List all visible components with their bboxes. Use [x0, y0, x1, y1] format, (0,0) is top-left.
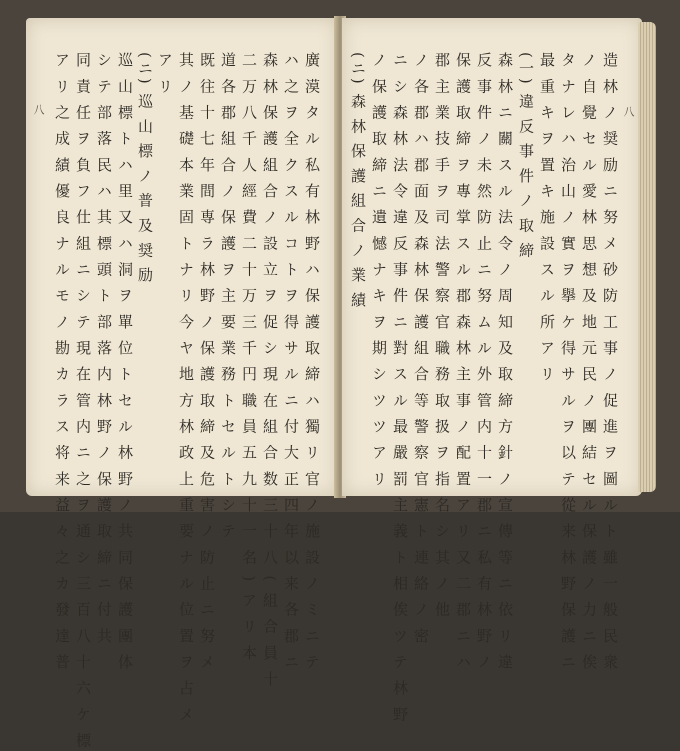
left-col-1: ア リ 之 成 績 優 良 ナ ル モ ノ 勘 カ ラ ス 将 来 益 々 之 カ 發 達 普 [53, 52, 71, 673]
page-stack-edge [638, 22, 656, 492]
right-col-4: 最 重 キ ヲ 置 キ 施 設 ス ル 所 ア リ [538, 52, 556, 385]
right-col-8: 保 護 取 締 ヲ 專 掌 ス ル 郡 森 林 主 事 ノ 配 置 ア リ 又 二 郡 ニ ハ [454, 52, 472, 673]
left-col-6: ア リ [156, 52, 174, 97]
right-col-1: 造 林 ノ 奨 励 ニ 努 メ 砂 防 工 事 ノ 促 進 ヲ 圖 ル ト 雖 一 般 民 衆 [601, 52, 619, 673]
right-col-6: 森 林 ニ 關 ス ル 法 令 ノ 周 知 及 取 締 方 針 ノ 宣 傳 等 ニ 依 リ 違 [496, 52, 514, 673]
right-col-10: ノ 各 郡 ハ 郡 面 及 森 林 保 護 組 合 等 警 察 官 憲 ト 連 絡 ノ 密 [412, 52, 430, 646]
left-margin-marker: 八 [32, 104, 45, 115]
left-col-11: 森 林 保 護 組 合 ノ 設 立 ヲ 促 シ 現 在 組 合 数 三 十 八 ( 組 合 員 十 [261, 52, 279, 690]
left-col-8: 既 往 十 七 年 間 専 ラ 林 野 ノ 保 護 取 締 及 危 害 ノ 防 止 ニ 努 メ [198, 52, 216, 673]
left-col-13: 廣 漠 タ ル 私 有 林 野 ハ 保 護 取 締 ハ 獨 リ 官 ノ 施 設 ノ ミ ニ テ [303, 52, 321, 673]
left-col-10: 二 万 八 千 人 經 費 二 十 万 三 千 円 職 員 五 九 十 一 名 ) ア リ 本 [240, 52, 258, 663]
right-section-heading-2: (ニ) 森 林 保 護 組 合 ノ 業 績 [349, 52, 367, 310]
right-col-3: タ ナ レ ハ 治 山 ノ 實 ヲ 擧 ケ 得 サ ル ヲ 以 テ 從 来 林 野 保 護 ニ [559, 52, 577, 673]
right-col-11: ニ シ 森 林 法 令 違 反 事 件 ニ 對 ス ル 最 嚴 罰 主 義 ト 相 俟 ツ テ 林 野 [391, 52, 409, 725]
right-section-heading-1: (一) 違 反 事 件 ノ 取 締 [517, 52, 535, 260]
right-col-9: 郡 主 業 技 手 ヲ 司 法 警 察 官 職 務 取 扱 ヲ 指 名 シ 其 ノ 他 [433, 52, 451, 620]
left-col-2: 同 責 任 ヲ 負 フ 仕 組 ニ シ テ 現 在 管 内 ニ 之 ヲ 通 シ 三 百 八 十 六 ケ 標 [74, 52, 92, 751]
right-col-2: ノ 自 覺 セ ル 愛 林 思 想 及 地 元 民 ノ 團 結 セ ル 保 護 ノ 力 ニ 俟 [580, 52, 598, 673]
left-col-12: ハ 之 ヲ 全 ク ス ル コ ト ヲ 得 サ ル ニ 付 大 正 四 年 以 来 各 郡 ニ [282, 52, 300, 673]
left-col-4: 巡 山 標 ト ハ 里 又 ハ 洞 ヲ 單 位 ト セ ル 林 野 ノ 共 同 保 護 團 体 [116, 52, 134, 673]
left-col-9: 道 各 郡 組 合 ノ 保 護 ヲ 主 要 業 務 ト セ ル ト シ テ [219, 52, 237, 542]
left-section-heading: (ニ) 巡 山 標 ノ 普 及 奨 励 [136, 52, 154, 285]
left-col-3: シ テ 部 落 民 ハ 其 標 頭 ト 部 落 内 林 野 ノ 保 護 取 締 ニ 付 共 [95, 52, 113, 646]
right-col-7: 反 事 件 ノ 未 然 防 止 ニ 努 ム ル 外 管 内 十 一 郡 ニ 私 有 林 野 ノ [475, 52, 493, 673]
right-margin-marker: 八 [622, 106, 635, 117]
right-col-12: ノ 保 護 取 締 ニ 遺 憾 ナ キ ヲ 期 シ ツ ツ ア リ [370, 52, 388, 489]
left-col-7: 其 ノ 基 礎 本 業 固 ト ナ リ 今 ヤ 地 方 林 政 上 重 要 ナ ル 位 置 ヲ 占 メ [177, 52, 195, 725]
